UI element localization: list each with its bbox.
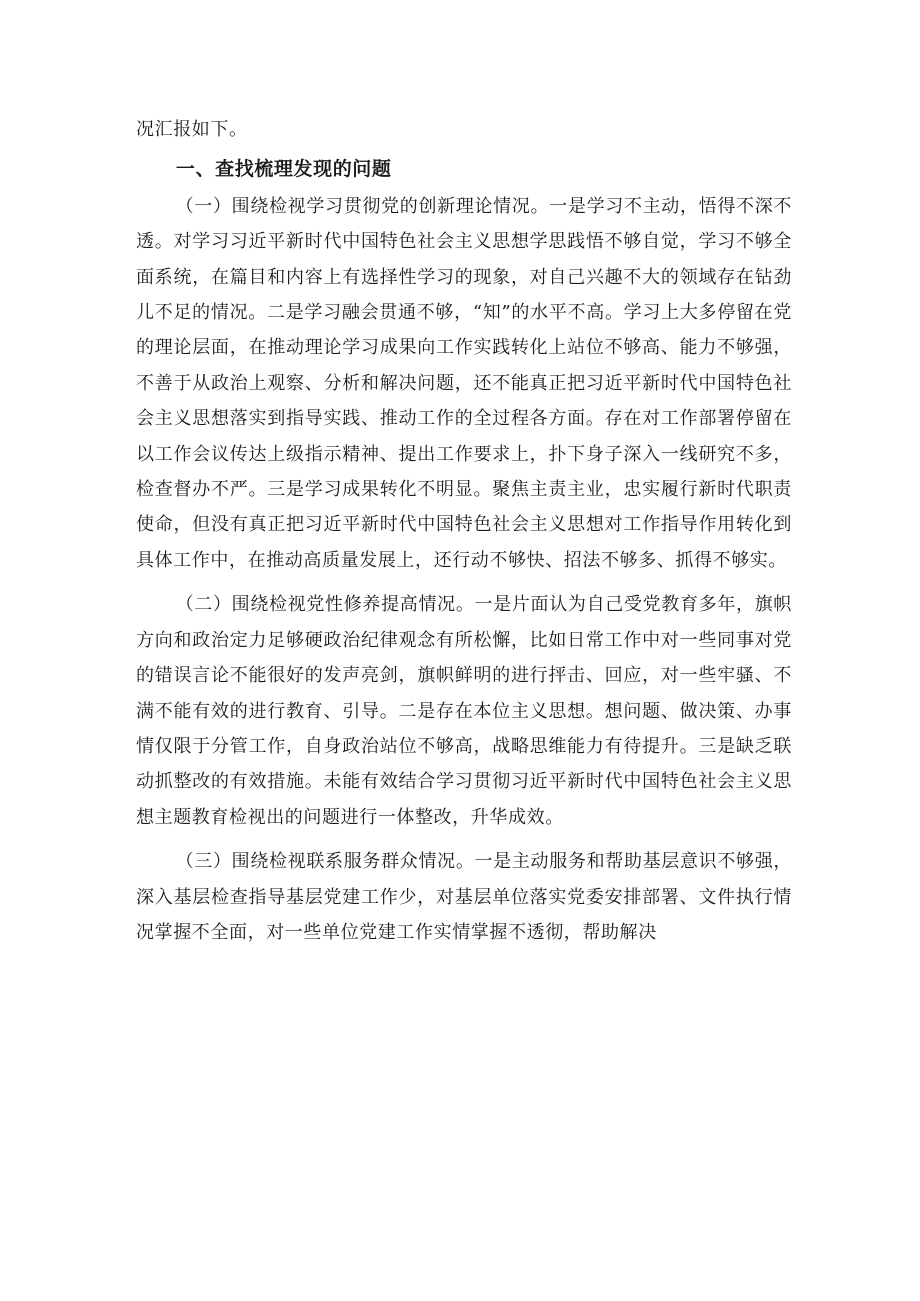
lead-line: 况汇报如下。 — [136, 119, 248, 140]
section-heading: 一、查找梳理发现的问题 — [175, 158, 392, 181]
paragraph-3: （三）围绕检视联系服务群众情况。一是主动服务和帮助基层意识不够强，深入基层检查指导基层党建工作少，对基层单位落实党委安排部署、文件执行情况掌握不全面，对一些单位党建工作实情掌握不透彻，帮助解决 — [136, 851, 792, 943]
paragraph-1: （一）围绕检视学习贯彻党的创新理论情况。一是学习不主动，悟得不深不透。对学习习近平新时代中国特色社会主义思想学思践悟不够自觉，学习不够全面系统，在篇目和内容上有选择性学习的现象，对自己兴趣不大的领域存在钻劲儿不足的情况。二是学习融会贯通不够，“知”的水平不高。学习上大多停留在党的理论层面，在推动理论学习成果向工作实践转化上站位不够高、能力不够强，不善于从政治上观察、分析和解决问题，还不能真正把习近平新时代中国特色社会主义思想落实到指导实践、推动工作的全过程各方面。存在对工作部署停留在以工作会议传达上级指示精神、提出工作要求上，扑下身子深入一线研究不多，检查督办不严。三是学习成果转化不明显。聚焦主责主业，忠实履行新时代职责使命，但没有真正把习近平新时代中国特色社会主义思想对工作指导作用转化到具体工作中，在推动高质量发展上，还行动不够快、招法不够多、抓得不够实。 — [136, 195, 792, 571]
paragraph-2: （二）围绕检视党性修养提高情况。一是片面认为自己受党教育多年，旗帜方向和政治定力足够硬政治纪律观念有所松懈，比如日常工作中对一些同事对党的错误言论不能很好的发声亮剑，旗帜鲜明的进行抨击、回应，对一些牢骚、不满不能有效的进行教育、引导。二是存在本位主义思想。想问题、做决策、办事情仅限于分管工作，自身政治站位不够高，战略思维能力有待提升。三是缺乏联动抓整改的有效措施。未能有效结合学习贯彻习近平新时代中国特色社会主义思想主题教育检视出的问题进行一体整改，升华成效。 — [136, 594, 792, 828]
document-body — [136, 112, 792, 950]
